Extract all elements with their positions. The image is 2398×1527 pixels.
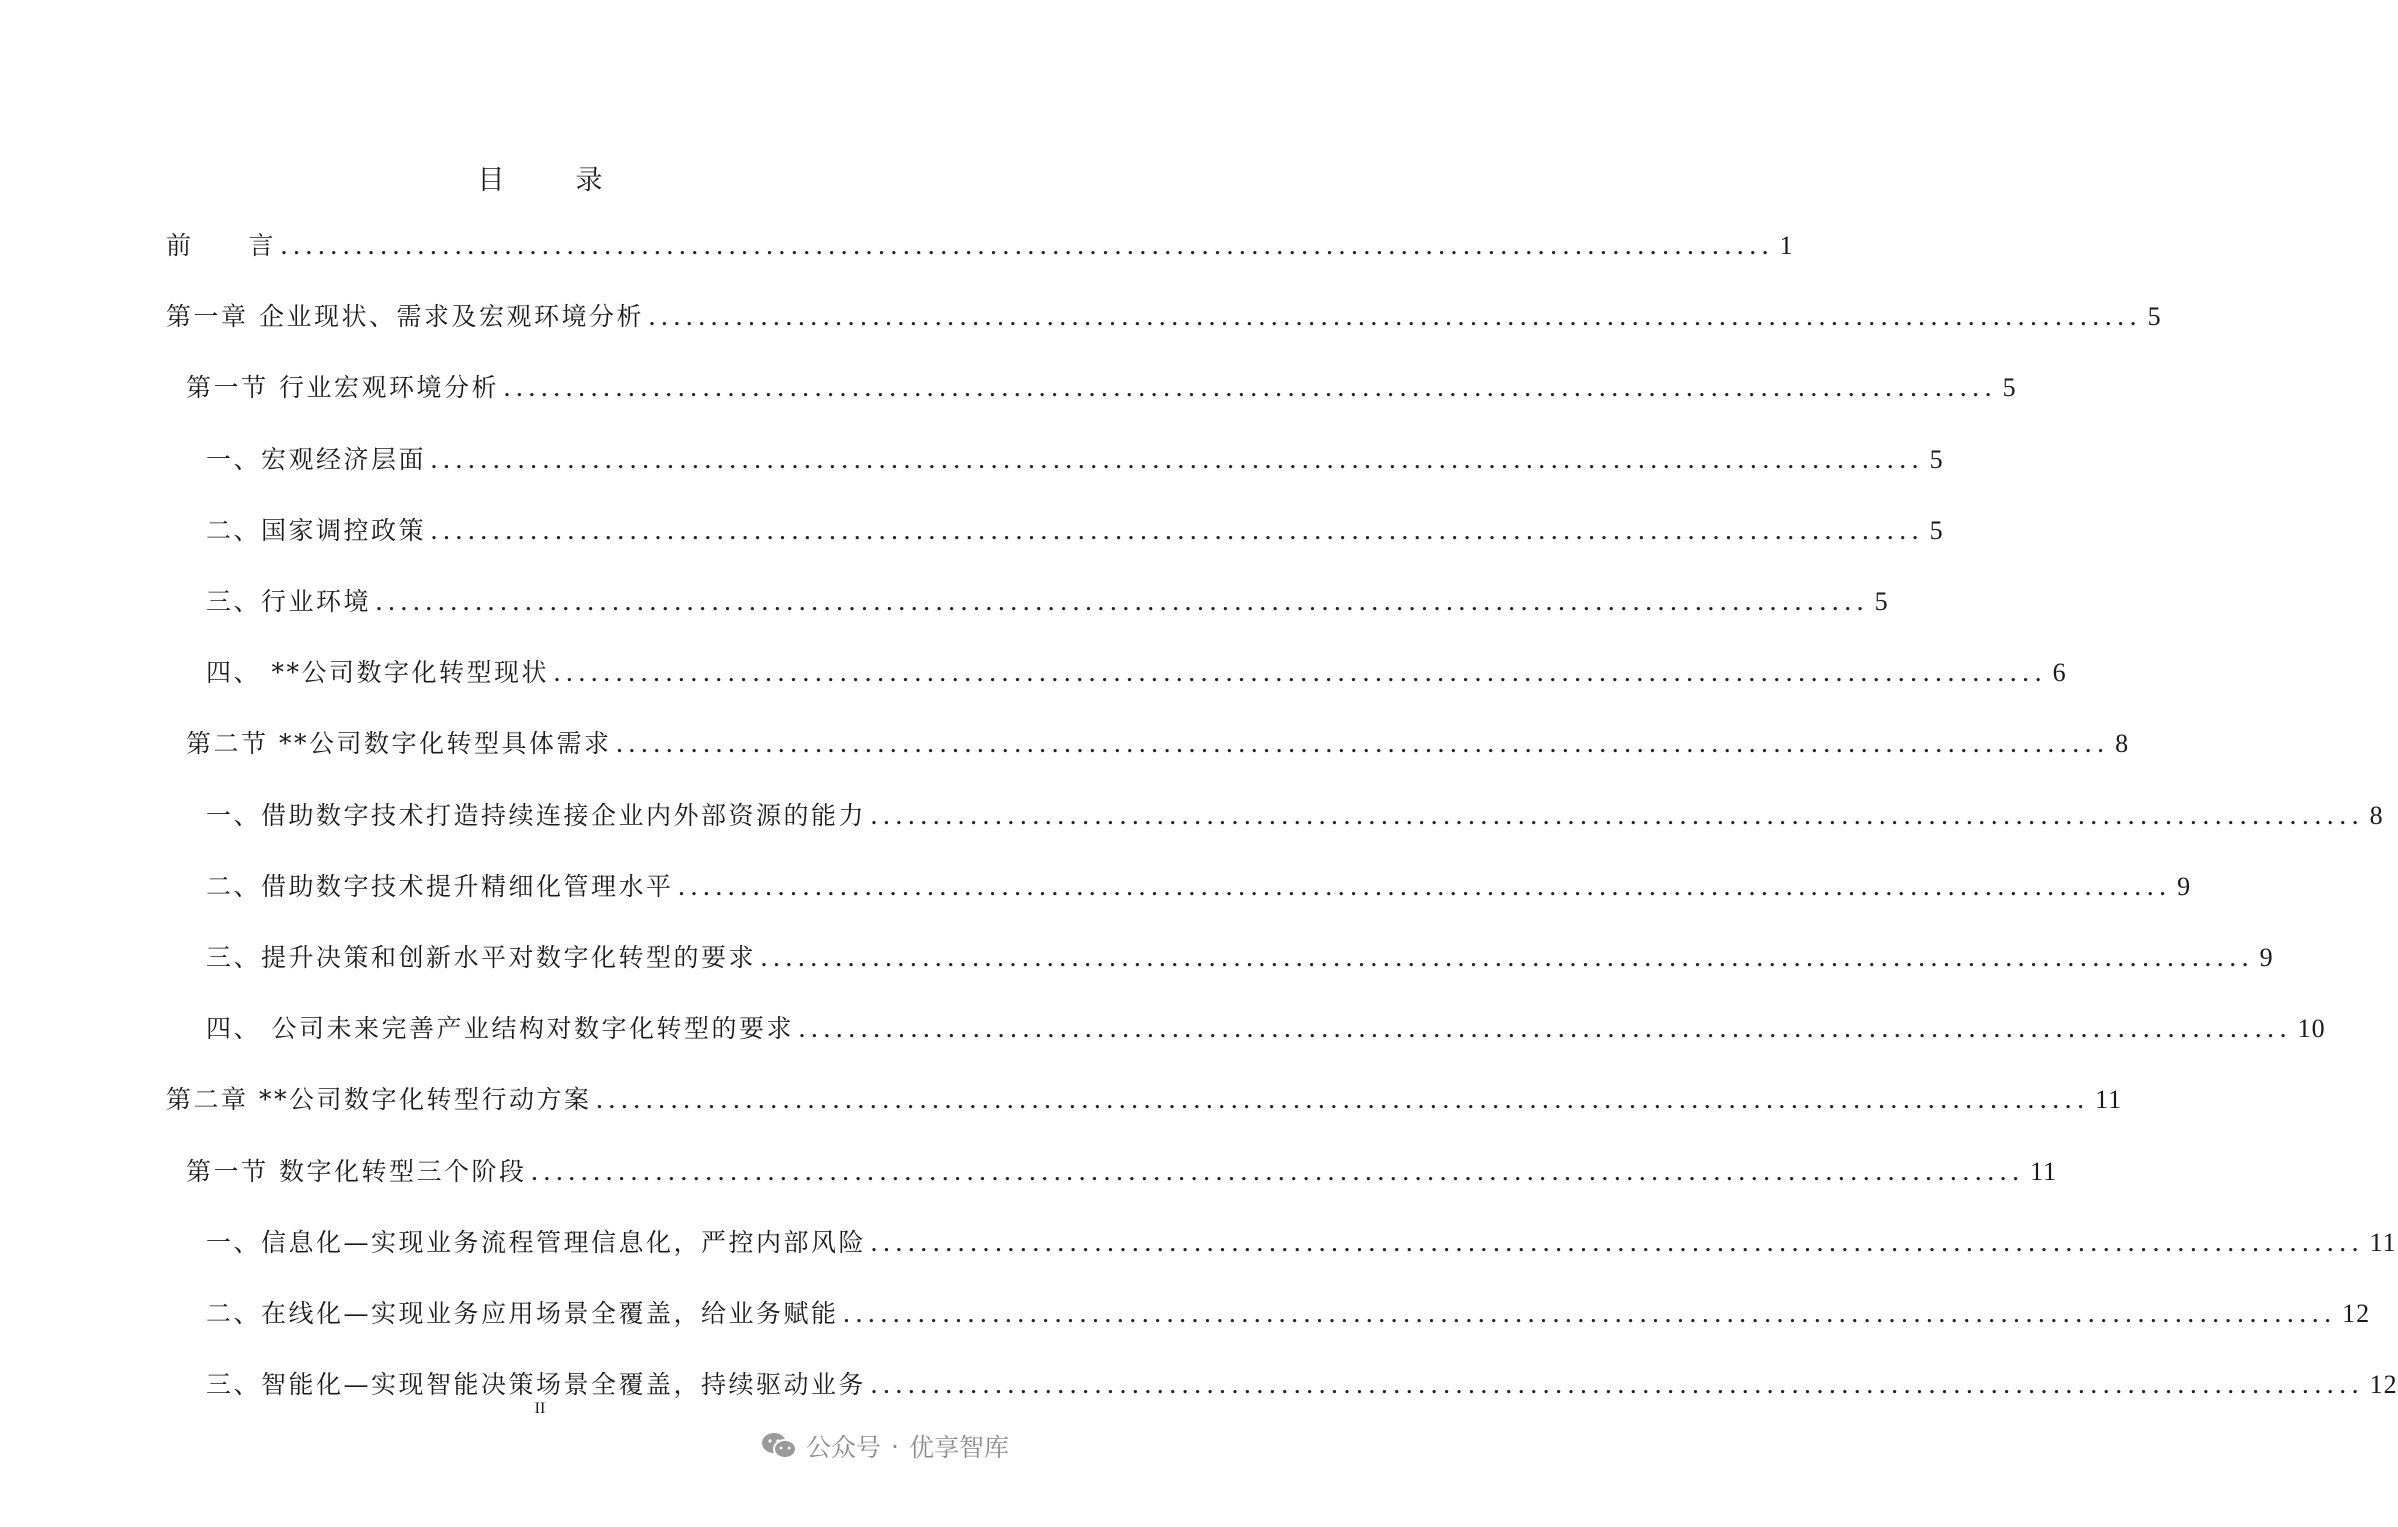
toc-entry — [206, 574, 1889, 618]
toc-entry-page: 5 — [1929, 516, 1944, 545]
toc-entry-label: 三、行业环境 — [206, 587, 372, 616]
toc-entry-label: 第一节 行业宏观环境分析 — [186, 373, 499, 402]
toc-entry-page: 12 — [2342, 1299, 2371, 1328]
toc-entry-page: 5 — [1874, 587, 1889, 616]
toc-entry-page: 5 — [2002, 373, 2017, 402]
watermark-source: 公众号 — [806, 1433, 882, 1462]
toc-dot-leader: ........................................................................................................................ — [870, 801, 2364, 830]
toc-entry-label: 第一章 企业现状、需求及宏观环境分析 — [166, 302, 644, 331]
toc-entry-label: 二、国家调控政策 — [206, 516, 427, 545]
toc-dot-leader: ........................................................................................................................ — [760, 943, 2254, 972]
toc-entry-page: 10 — [2297, 1014, 2326, 1043]
toc-entry-page: 8 — [2369, 801, 2384, 830]
toc-dot-leader: ........................................................................................................................ — [552, 658, 2047, 687]
toc-dot-leader: ........................................................................................................................ — [870, 1228, 2364, 1257]
toc-entry-page: 6 — [2052, 658, 2067, 687]
toc-entry-label: 第一节 数字化转型三个阶段 — [186, 1157, 527, 1186]
toc-entry — [186, 716, 2130, 760]
toc-entry-page: 8 — [2115, 729, 2130, 758]
toc-dot-leader: ........................................................................................................................ — [870, 1370, 2364, 1399]
toc-entry — [206, 930, 2274, 974]
toc-entry-label: 二、在线化—实现业务应用场景全覆盖，给业务赋能 — [206, 1299, 839, 1328]
toc-entry — [186, 360, 2017, 404]
page-number: II — [534, 1400, 546, 1417]
toc-entry — [166, 289, 2162, 333]
toc-entry — [206, 1357, 2398, 1401]
toc-dot-leader: ........................................................................................................................ — [595, 1085, 2090, 1114]
toc-entry — [206, 788, 2384, 832]
toc-entry-page: 11 — [2095, 1085, 2123, 1114]
toc-entry-page: 1 — [1779, 231, 1794, 260]
toc-entry — [206, 1215, 2397, 1259]
toc-entry — [186, 1144, 2058, 1188]
toc-entry-label: 第二章 **公司数字化转型行动方案 — [166, 1085, 592, 1114]
watermark-separator: · — [891, 1431, 899, 1461]
wechat-icon — [760, 1431, 798, 1461]
toc-entry-label: 三、提升决策和创新水平对数字化转型的要求 — [206, 943, 757, 972]
toc-entry-label: 二、借助数字技术提升精细化管理水平 — [206, 872, 674, 901]
toc-entry — [206, 859, 2192, 903]
toc-dot-leader: ........................................................................................................................ — [647, 302, 2142, 331]
toc-entry-label: 一、借助数字技术打造持续连接企业内外部资源的能力 — [206, 801, 867, 830]
toc-entry — [166, 218, 1794, 262]
toc-entry-label: 一、宏观经济层面 — [206, 445, 427, 474]
toc-entry — [206, 1286, 2371, 1330]
toc-entry-page: 9 — [2259, 943, 2274, 972]
toc-dot-leader: ........................................................................................................................ — [615, 729, 2110, 758]
toc-entry-page: 5 — [1929, 445, 1944, 474]
toc-entry — [206, 645, 2067, 689]
toc-entry — [206, 503, 1944, 547]
toc-entry-label: 第二节 **公司数字化转型具体需求 — [186, 729, 612, 758]
watermark-account: 优享智库 — [908, 1433, 1009, 1462]
toc-dot-leader: ........................................................................................................................ — [430, 445, 1924, 474]
toc-dot-leader: ........................................................................................................................ — [502, 373, 1997, 402]
toc-entry — [166, 1072, 2123, 1116]
toc-entry — [206, 432, 1944, 476]
toc-entry-page: 12 — [2369, 1370, 2398, 1399]
toc-dot-leader: ........................................................................................................................ — [375, 587, 1869, 616]
toc-dot-leader: ........................................................................................................................ — [530, 1157, 2025, 1186]
watermark — [760, 1428, 1009, 1464]
toc-entry-label: 四、 **公司数字化转型现状 — [206, 658, 549, 687]
toc-entry — [206, 1001, 2326, 1045]
toc-entry-page: 11 — [2369, 1228, 2397, 1257]
toc-entry-page: 5 — [2147, 302, 2162, 331]
toc-entry-page: 9 — [2177, 872, 2192, 901]
toc-entry-label: 一、信息化—实现业务流程管理信息化，严控内部风险 — [206, 1228, 867, 1257]
toc-entry-page: 11 — [2030, 1157, 2058, 1186]
toc-dot-leader: ........................................................................................................................ — [842, 1299, 2337, 1328]
toc-dot-leader: ........................................................................................................................ — [280, 231, 1774, 260]
toc-dot-leader: ........................................................................................................................ — [430, 516, 1924, 545]
toc-title: 目 录 — [477, 165, 625, 196]
toc-entry-label: 四、 公司未来完善产业结构对数字化转型的要求 — [206, 1014, 794, 1043]
toc-entry-label: 三、智能化—实现智能决策场景全覆盖，持续驱动业务 — [206, 1370, 867, 1399]
toc-entry-label: 前 言 — [166, 231, 277, 260]
toc-dot-leader: ........................................................................................................................ — [797, 1014, 2292, 1043]
toc-dot-leader: ........................................................................................................................ — [677, 872, 2172, 901]
